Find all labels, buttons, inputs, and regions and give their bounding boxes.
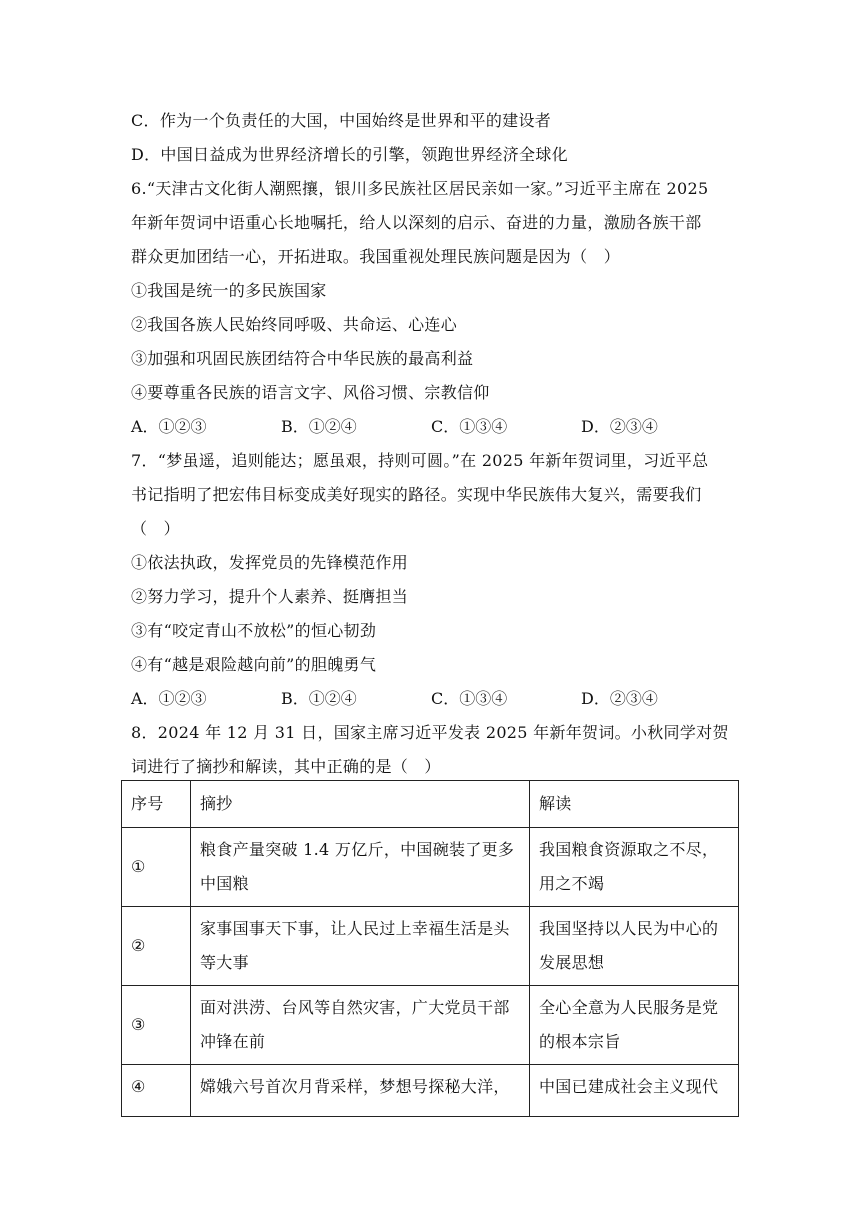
q6-item-1: ①我国是统一的多民族国家 <box>131 281 327 300</box>
header-excerpt: 摘抄 <box>191 781 530 828</box>
q8-table <box>121 780 739 1117</box>
q7-item-3: ③有“咬定青山不放松”的恒心韧劲 <box>131 621 377 640</box>
q8-stem-line-1: 8．2024 年 12 月 31 日，国家主席习近平发表 2025 年新年贺词。小秋同学对贺 <box>131 723 729 742</box>
table-row <box>122 828 739 907</box>
q5-option-d: D．中国日益成为世界经济增长的引擎，领跑世界经济全球化 <box>131 145 568 164</box>
row-number: ② <box>122 907 191 986</box>
q8-stem-line-2: 词进行了摘抄和解读，其中正确的是（ ） <box>131 757 441 776</box>
table-header-row <box>122 781 739 828</box>
q7-item-1: ①依法执政，发挥党员的先锋模范作用 <box>131 553 409 572</box>
q7-item-2: ②努力学习，提升个人素养、挺膺担当 <box>131 587 409 606</box>
q6-option-a[interactable]: A．①②③ <box>131 417 207 436</box>
row-excerpt: 粮食产量突破 1.4 万亿斤，中国碗装了更多 中国粮 <box>191 828 530 907</box>
q6-option-d[interactable]: D．②③④ <box>581 417 658 436</box>
q7-option-b[interactable]: B．①②④ <box>281 689 357 708</box>
row-interpretation: 中国已建成社会主义现代 <box>530 1065 739 1117</box>
q7-options <box>131 688 751 710</box>
table-row <box>122 986 739 1065</box>
q6-item-4: ④要尊重各民族的语言文字、风俗习惯、宗教信仰 <box>131 383 490 402</box>
row-number: ① <box>122 828 191 907</box>
q7-option-d[interactable]: D．②③④ <box>581 689 658 708</box>
q6-stem-line-1: 6.“天津古文化街人潮熙攘，银川多民族社区居民亲如一家。”习近平主席在 2025 <box>131 179 709 198</box>
q7-stem-line-2: 书记指明了把宏伟目标变成美好现实的路径。实现中华民族伟大复兴，需要我们 <box>131 485 702 504</box>
header-number: 序号 <box>122 781 191 828</box>
q6-option-c[interactable]: C．①③④ <box>431 417 508 436</box>
q6-item-2: ②我国各族人民始终同呼吸、共命运、心连心 <box>131 315 458 334</box>
header-interpretation: 解读 <box>530 781 739 828</box>
q7-option-a[interactable]: A．①②③ <box>131 689 207 708</box>
q7-stem-line-1: 7．“梦虽遥，追则能达；愿虽艰，持则可圆。”在 2025 年新年贺词里，习近平总 <box>131 451 709 470</box>
row-number: ③ <box>122 986 191 1065</box>
q6-item-3: ③加强和巩固民族团结符合中华民族的最高利益 <box>131 349 474 368</box>
row-interpretation: 我国粮食资源取之不尽， 用之不竭 <box>530 828 739 907</box>
row-interpretation: 全心全意为人民服务是党 的根本宗旨 <box>530 986 739 1065</box>
row-excerpt: 家事国事天下事，让人民过上幸福生活是头 等大事 <box>191 907 530 986</box>
table-row <box>122 1065 739 1117</box>
q6-options <box>131 416 751 438</box>
table-row <box>122 907 739 986</box>
q6-stem-line-2: 年新年贺词中语重心长地嘱托，给人以深刻的启示、奋进的力量，激励各族干部 <box>131 213 702 232</box>
q7-option-c[interactable]: C．①③④ <box>431 689 508 708</box>
q7-item-4: ④有“越是艰险越向前”的胆魄勇气 <box>131 655 377 674</box>
row-number: ④ <box>122 1065 191 1117</box>
q6-option-b[interactable]: B．①②④ <box>281 417 357 436</box>
q5-option-c: C．作为一个负责任的大国，中国始终是世界和平的建设者 <box>131 111 552 130</box>
row-excerpt: 嫦娥六号首次月背采样，梦想号探秘大洋， <box>191 1065 530 1117</box>
row-interpretation: 我国坚持以人民为中心的 发展思想 <box>530 907 739 986</box>
q6-stem-line-3: 群众更加团结一心，开拓进取。我国重视处理民族问题是因为（ ） <box>131 247 621 266</box>
row-excerpt: 面对洪涝、台风等自然灾害，广大党员干部 冲锋在前 <box>191 986 530 1065</box>
q7-stem-line-3: （ ） <box>131 519 180 538</box>
